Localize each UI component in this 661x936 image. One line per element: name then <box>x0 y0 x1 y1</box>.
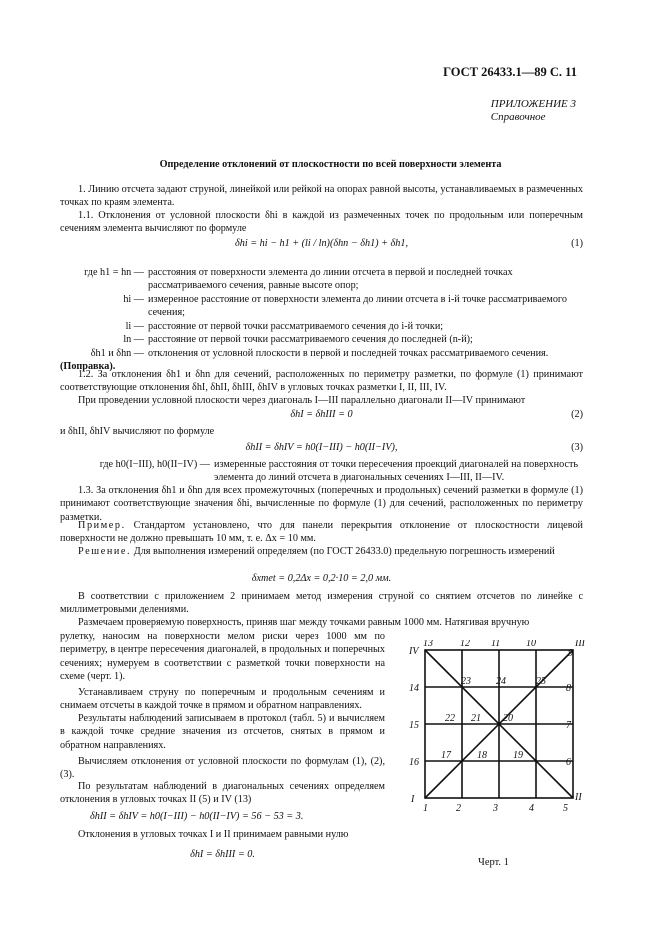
point-label: 17 <box>441 750 451 761</box>
formula-4-text: δxmet = 0,2Δx = 0,2·10 = 2,0 мм. <box>251 573 392 584</box>
marking-grid-figure <box>405 640 585 856</box>
point-label: 12 <box>460 640 470 649</box>
paragraph-1: 1. Линию отсчета задают струной, линейкой или рейкой на опорах равной высоты, устанавливаемых в размеченных точках по краям элемента. <box>60 184 583 209</box>
correction-note: (Поправка). <box>60 361 116 373</box>
definition-text: отклонения от условной плоскости в первой и последней точках рассматриваемого сечения. <box>148 347 549 359</box>
formula-3-text: δhII = δhIV = h0(I−III) − h0(II−IV), <box>245 442 398 453</box>
page-header: ГОСТ 26433.1—89 С. 11 <box>443 65 577 79</box>
roman-label-III: III <box>575 640 585 649</box>
definition-row <box>60 320 583 333</box>
point-label: 2 <box>456 803 461 814</box>
point-label: 21 <box>471 713 481 724</box>
point-label: 19 <box>513 750 523 761</box>
point-label: 25 <box>536 676 546 687</box>
point-label: 1 <box>423 803 428 814</box>
example-text: Стандартом установлено, что для панели перекрытия отклонение от плоскостности лицевой поверхности не должно превышать 10 мм, т. е. Δx = 10 мм. <box>60 520 583 545</box>
formula-1 <box>60 237 583 250</box>
point-label: 6 <box>566 757 571 768</box>
example-label: Пример. <box>78 520 126 531</box>
paragraph-method: В соответствии с приложением 2 принимаем метод измерения струной со снятием отсчетов по линейке с миллиметровыми делениями. <box>60 591 583 616</box>
roman-label-I: I <box>411 794 415 805</box>
roman-label-IV: IV <box>409 646 419 657</box>
point-label: 7 <box>566 720 571 731</box>
definition-symbol: где h0(I−III), h0(II−IV) — <box>99 459 210 470</box>
appendix-label <box>491 98 576 123</box>
solution-label: Решение. <box>78 546 132 557</box>
definition-symbol: δh1 и δhn — <box>90 347 144 359</box>
formula-6 <box>60 848 385 861</box>
appendix-number: ПРИЛОЖЕНИЕ 3 <box>490 98 576 110</box>
paragraph-and: и δhII, δhIV вычисляют по формуле <box>60 426 215 437</box>
definition-symbol: ln — <box>123 334 144 346</box>
definition-row <box>60 293 583 320</box>
paragraph-marking: Размечаем проверяемую поверхность, приняв шаг между точками равным 1000 мм. Натягивая вручную <box>78 617 530 628</box>
equation-number-1: (1) <box>571 238 583 249</box>
definition-text: измеренные расстояния от точки пересечения проекций диагоналей на поверхность элемента до линий отсчета в диагональных сечениях I—III, II—IV. <box>214 459 579 484</box>
paragraph-marking-continued: рулетку, наносим на поверхности мелом риски через 1000 мм по периметру, в центре пересечения диагоналей, в продольных и поперечных сечениях; нумеруем в соответствии с разметкой точки поверхности на схеме (черт. 1). <box>60 631 385 683</box>
formula-5-text: δhII = δhIV = h0(I−III) − h0(II−IV) = 56 − 53 = 3. <box>90 811 304 822</box>
paragraph-1-2-b: При проведении условной плоскости через диагональ I—III параллельно диагонали II—IV принимают <box>78 395 526 406</box>
definition-text: расстояние от первой точки рассматриваемого сечения до i-й точки; <box>148 320 444 332</box>
definition-row <box>60 266 583 293</box>
definitions-3 <box>60 458 583 485</box>
appendix-type: Справочное <box>490 110 546 123</box>
point-label: 11 <box>491 640 501 649</box>
formula-2-text: δhI = δhIII = 0 <box>290 409 353 420</box>
formula-4 <box>60 572 583 585</box>
point-label: 4 <box>529 803 534 814</box>
section-title: Определение отклонений от плоскостности по всей поверхности элемента <box>159 159 502 170</box>
equation-number-3: (3) <box>571 442 583 453</box>
paragraph-string: Устанавливаем струну по поперечным и продольным сечениям и снимаем отсчеты в каждой точке в прямом и обратном направлениях. <box>60 687 385 712</box>
definition-row <box>60 458 583 485</box>
point-label: 3 <box>493 803 498 814</box>
formula-5 <box>60 810 385 823</box>
figure-caption: Черт. 1 <box>478 857 509 868</box>
point-label: 13 <box>423 640 433 649</box>
definition-text: измеренное расстояние от поверхности элемента до линии отсчета в i-й точке рассматриваемого сечения; <box>148 293 567 319</box>
definition-row <box>60 347 583 360</box>
definitions-list <box>60 266 583 374</box>
paragraph-1-1: 1.1. Отклонения от условной плоскости δhi в каждой из размеченных точек по продольным или поперечным сечениям элемента вычисляют по формуле <box>60 210 583 235</box>
formula-6-text: δhI = δhIII = 0. <box>190 849 255 860</box>
solution-text: Для выполнения измерений определяем (по ГОСТ 26433.0) предельную погрешность измерений <box>131 546 555 557</box>
point-label: 18 <box>477 750 487 761</box>
point-label: 24 <box>496 676 506 687</box>
definition-symbol: hi — <box>123 293 144 305</box>
point-label: 16 <box>409 757 419 768</box>
point-label: 22 <box>445 713 455 724</box>
formula-2 <box>60 408 583 421</box>
point-label: 15 <box>409 720 419 731</box>
example-paragraph <box>60 519 583 546</box>
paragraph-zero: Отклонения в угловых точках I и II принимаем равными нулю <box>78 829 349 840</box>
definition-symbol: где h1 = hn — <box>84 267 144 278</box>
point-label: 8 <box>566 683 571 694</box>
definition-text: расстояния от поверхности элемента до линии отсчета в первой и последней точках рассматриваемого сечения, равные высоте опор; <box>148 267 513 292</box>
paragraph-results: Результаты наблюдений записываем в протокол (табл. 5) и вычисляем в каждой точке средние значения из отсчетов, снятых в прямом и обратном направлениях. <box>60 713 385 751</box>
point-label: 9 <box>568 648 573 659</box>
equation-number-2: (2) <box>571 409 583 420</box>
point-label: 10 <box>526 640 536 649</box>
grid-lines <box>425 650 573 798</box>
point-label: 20 <box>503 713 513 724</box>
formula-3 <box>60 441 583 454</box>
definition-text: расстояние от первой точки рассматриваемого сечения до последней (n-й); <box>148 334 473 346</box>
paragraph-diagonal: По результатам наблюдений в диагональных сечениях определяем отклонения в угловых точках II (5) и IV (13) <box>60 781 385 806</box>
point-label: 14 <box>409 683 419 694</box>
point-label: 5 <box>563 803 568 814</box>
paragraph-calc: Вычисляем отклонения от условной плоскости по формулам (1), (2), (3). <box>60 756 385 781</box>
formula-1-text: δhi = hi − h1 + (li / ln)(δhn − δh1) + δh1, <box>234 238 408 249</box>
paragraph-1-3: 1.3. За отклонения δh1 и δhn для всех промежуточных (поперечных и продольных) сечений разметки в формуле (1) принимают соответствующие значения δhi, вычисленные по формуле (1) для сечений, расположенных по периметру разметки. <box>60 485 583 523</box>
roman-label-II: II <box>575 792 582 803</box>
point-label: 23 <box>461 676 471 687</box>
definition-symbol: li — <box>125 320 144 332</box>
definition-row <box>60 333 583 346</box>
paragraph-1-2: 1.2. За отклонения δh1 и δhn для сечений, расположенных по периметру разметки, по формуле (1) принимают соответствующие отклонения δhI, δhII, δhIII, δhIV в угловых точках разметки I, II, III, IV. <box>60 369 583 394</box>
solution-paragraph <box>60 545 583 558</box>
